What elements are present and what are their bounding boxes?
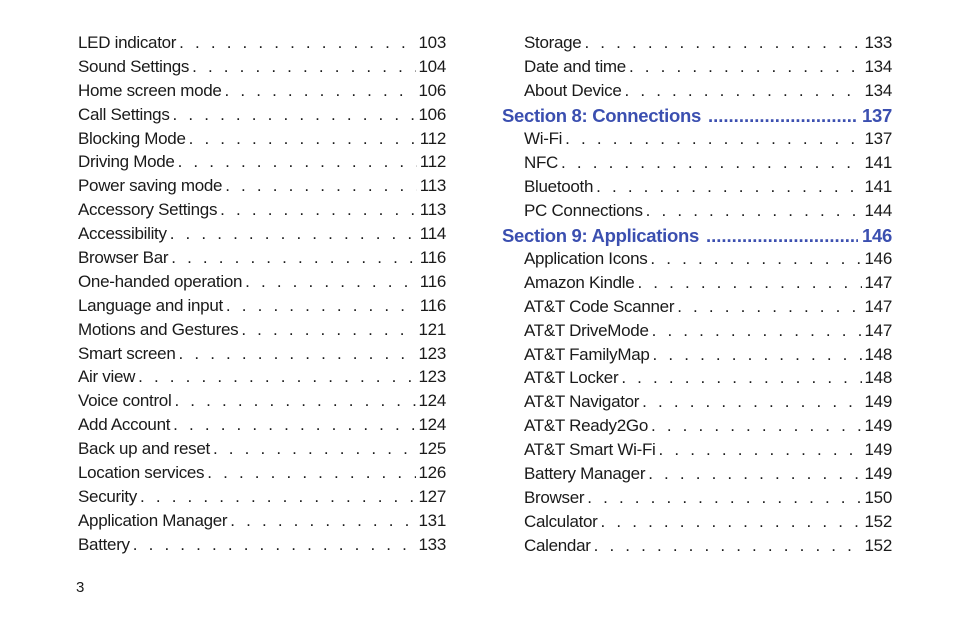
- toc-entry[interactable]: [78, 487, 446, 511]
- dot-leader: [708, 105, 858, 127]
- entry-page-number: 137: [864, 129, 892, 149]
- dot-leader: [178, 152, 417, 172]
- dot-leader: [179, 344, 416, 364]
- toc-entry[interactable]: [502, 177, 892, 201]
- toc-entry[interactable]: [502, 33, 892, 57]
- entry-title: AT&T DriveMode: [524, 320, 649, 340]
- toc-entry[interactable]: [78, 176, 446, 200]
- toc-entry[interactable]: [78, 248, 446, 272]
- entry-title: Application Icons: [524, 249, 648, 269]
- toc-right-column: [502, 33, 892, 560]
- section-title: Section 9: Applications: [502, 224, 699, 246]
- entry-page-number: 116: [419, 248, 446, 268]
- dot-leader: [138, 367, 415, 387]
- entry-page-number: 113: [419, 176, 446, 196]
- entry-title: Smart screen: [78, 343, 176, 363]
- dot-leader: [651, 416, 862, 436]
- toc-entry[interactable]: [502, 81, 892, 105]
- entry-title: Sound Settings: [78, 56, 190, 76]
- toc-entry[interactable]: [502, 368, 892, 392]
- toc-entry[interactable]: [502, 464, 892, 488]
- dot-leader: [226, 296, 417, 316]
- entry-title: Wi-Fi: [524, 129, 563, 149]
- entry-title: Air view: [78, 367, 136, 387]
- entry-title: Motions and Gestures: [78, 319, 239, 339]
- toc-entry[interactable]: [78, 129, 446, 153]
- toc-entry[interactable]: [78, 320, 446, 344]
- entry-page-number: 144: [864, 200, 892, 220]
- entry-title: One-handed operation: [78, 271, 243, 291]
- dot-leader: [659, 440, 862, 460]
- entry-title: Back up and reset: [78, 439, 210, 459]
- dot-leader: [225, 81, 416, 101]
- dot-leader: [648, 464, 861, 484]
- dot-leader: [706, 225, 858, 247]
- entry-title: Security: [78, 486, 138, 506]
- toc-entry[interactable]: [78, 511, 446, 535]
- entry-title: Driving Mode: [78, 152, 175, 172]
- toc-entry[interactable]: [502, 416, 892, 440]
- toc-entry[interactable]: [502, 153, 892, 177]
- entry-page-number: 121: [418, 319, 446, 339]
- dot-leader: [225, 176, 417, 196]
- entry-page-number: 147: [864, 320, 892, 340]
- entry-title: AT&T FamilyMap: [524, 344, 650, 364]
- toc-entry[interactable]: [502, 512, 892, 536]
- dot-leader: [650, 249, 861, 269]
- dot-leader: [170, 224, 417, 244]
- entry-title: Battery: [78, 534, 130, 554]
- entry-page-number: 137: [862, 104, 892, 126]
- toc-entry[interactable]: [78, 367, 446, 391]
- toc-entry[interactable]: [78, 105, 446, 129]
- dot-leader: [642, 392, 861, 412]
- dot-leader: [561, 153, 861, 173]
- section-title: Section 8: Connections: [502, 104, 701, 126]
- dot-leader: [213, 439, 416, 459]
- entry-page-number: 112: [419, 128, 446, 148]
- toc-entry[interactable]: [502, 488, 892, 512]
- entry-page-number: 103: [418, 33, 446, 52]
- entry-title: Application Manager: [78, 510, 228, 530]
- entry-title: Browser: [524, 487, 585, 507]
- toc-entry[interactable]: [78, 439, 446, 463]
- entry-title: Location services: [78, 463, 205, 483]
- entry-title: Calendar: [524, 535, 591, 555]
- dot-leader: [241, 320, 415, 340]
- entry-title: NFC: [524, 152, 559, 172]
- toc-entry[interactable]: [78, 81, 446, 105]
- entry-page-number: 124: [418, 415, 446, 435]
- dot-leader: [565, 129, 861, 149]
- entry-page-number: 152: [864, 535, 892, 555]
- entry-page-number: 106: [418, 104, 446, 124]
- entry-page-number: 133: [864, 33, 892, 52]
- entry-title: AT&T Navigator: [524, 392, 640, 412]
- toc-entry[interactable]: [502, 249, 892, 273]
- toc-entry[interactable]: [502, 297, 892, 321]
- toc-entry[interactable]: [502, 536, 892, 560]
- entry-page-number: 141: [864, 176, 892, 196]
- dot-leader: [621, 368, 861, 388]
- entry-page-number: 123: [418, 367, 446, 387]
- dot-leader: [601, 512, 862, 532]
- dot-leader: [625, 81, 862, 101]
- entry-title: Amazon Kindle: [524, 272, 635, 292]
- entry-page-number: 133: [418, 534, 446, 554]
- dot-leader: [245, 272, 417, 292]
- toc-entry[interactable]: [78, 57, 446, 81]
- entry-page-number: 147: [864, 296, 892, 316]
- toc-entry[interactable]: [502, 345, 892, 369]
- dot-leader: [677, 297, 861, 317]
- entry-title: AT&T Locker: [524, 368, 619, 388]
- entry-page-number: 116: [419, 295, 446, 315]
- dot-leader: [133, 535, 416, 555]
- entry-title: AT&T Ready2Go: [524, 416, 648, 436]
- dot-leader: [230, 511, 415, 531]
- entry-page-number: 131: [418, 510, 446, 530]
- entry-page-number: 149: [864, 440, 892, 460]
- toc-entry[interactable]: [502, 321, 892, 345]
- page-number: 3: [76, 579, 85, 596]
- dot-leader: [140, 487, 416, 507]
- toc-entry[interactable]: [78, 224, 446, 248]
- entry-title: Blocking Mode: [78, 128, 186, 148]
- entry-page-number: 134: [864, 56, 892, 76]
- dot-leader: [596, 177, 861, 197]
- entry-page-number: 104: [418, 56, 446, 76]
- entry-page-number: 149: [864, 464, 892, 484]
- section-heading[interactable]: [502, 105, 892, 129]
- dot-leader: [174, 391, 415, 411]
- entry-title: AT&T Smart Wi-Fi: [524, 440, 656, 460]
- entry-page-number: 149: [864, 416, 892, 436]
- dot-leader: [637, 273, 861, 293]
- toc-entry[interactable]: [502, 273, 892, 297]
- entry-page-number: 112: [419, 152, 446, 172]
- entry-title: Add Account: [78, 415, 171, 435]
- dot-leader: [629, 57, 862, 77]
- entry-title: Browser Bar: [78, 248, 169, 268]
- entry-page-number: 116: [419, 271, 446, 291]
- toc-entry[interactable]: [78, 272, 446, 296]
- entry-page-number: 114: [419, 224, 446, 244]
- dot-leader: [173, 415, 415, 435]
- entry-page-number: 127: [418, 486, 446, 506]
- toc-entry[interactable]: [502, 57, 892, 81]
- entry-title: Calculator: [524, 511, 598, 531]
- entry-title: Call Settings: [78, 104, 170, 124]
- toc-entry[interactable]: [78, 391, 446, 415]
- toc-entry[interactable]: [502, 201, 892, 225]
- dot-leader: [220, 200, 417, 220]
- entry-title: Language and input: [78, 295, 223, 315]
- toc-entry[interactable]: [502, 440, 892, 464]
- entry-page-number: 113: [419, 200, 446, 220]
- entry-title: LED indicator: [78, 33, 177, 52]
- toc-entry[interactable]: [78, 200, 446, 224]
- section-heading[interactable]: [502, 225, 892, 249]
- entry-title: Bluetooth: [524, 176, 594, 196]
- toc-entry[interactable]: [502, 392, 892, 416]
- entry-title: PC Connections: [524, 200, 643, 220]
- toc-entry[interactable]: [78, 344, 446, 368]
- entry-title: Date and time: [524, 56, 626, 76]
- entry-page-number: 141: [864, 152, 892, 172]
- dot-leader: [584, 33, 861, 53]
- entry-page-number: 134: [864, 80, 892, 100]
- entry-title: Power saving mode: [78, 176, 223, 196]
- entry-title: Storage: [524, 33, 582, 52]
- dot-leader: [171, 248, 417, 268]
- dot-leader: [587, 488, 861, 508]
- entry-title: About Device: [524, 80, 622, 100]
- entry-page-number: 147: [864, 272, 892, 292]
- entry-title: Accessibility: [78, 224, 167, 244]
- entry-page-number: 125: [418, 439, 446, 459]
- toc-entry[interactable]: [78, 33, 446, 57]
- entry-page-number: 123: [418, 343, 446, 363]
- entry-page-number: 124: [418, 391, 446, 411]
- dot-leader: [179, 33, 415, 53]
- entry-page-number: 146: [862, 224, 892, 246]
- entry-page-number: 152: [864, 511, 892, 531]
- entry-page-number: 149: [864, 392, 892, 412]
- entry-page-number: 148: [864, 368, 892, 388]
- entry-title: Home screen mode: [78, 80, 222, 100]
- dot-leader: [653, 345, 862, 365]
- dot-leader: [189, 129, 417, 149]
- entry-page-number: 106: [418, 80, 446, 100]
- toc-entry[interactable]: [78, 296, 446, 320]
- dot-leader: [173, 105, 416, 125]
- toc-entry[interactable]: [78, 415, 446, 439]
- toc-entry[interactable]: [502, 129, 892, 153]
- dot-leader: [207, 463, 415, 483]
- entry-title: Accessory Settings: [78, 200, 218, 220]
- entry-page-number: 146: [864, 249, 892, 269]
- entry-page-number: 148: [864, 344, 892, 364]
- entry-title: Voice control: [78, 391, 172, 411]
- entry-title: Battery Manager: [524, 464, 646, 484]
- entry-page-number: 150: [864, 487, 892, 507]
- toc-entry[interactable]: [78, 535, 446, 559]
- dot-leader: [646, 201, 862, 221]
- dot-leader: [192, 57, 415, 77]
- toc-entry[interactable]: [78, 463, 446, 487]
- entry-page-number: 126: [418, 463, 446, 483]
- toc-entry[interactable]: [78, 152, 446, 176]
- entry-title: AT&T Code Scanner: [524, 296, 675, 316]
- dot-leader: [594, 536, 862, 556]
- dot-leader: [652, 321, 862, 341]
- toc-left-column: [78, 33, 446, 559]
